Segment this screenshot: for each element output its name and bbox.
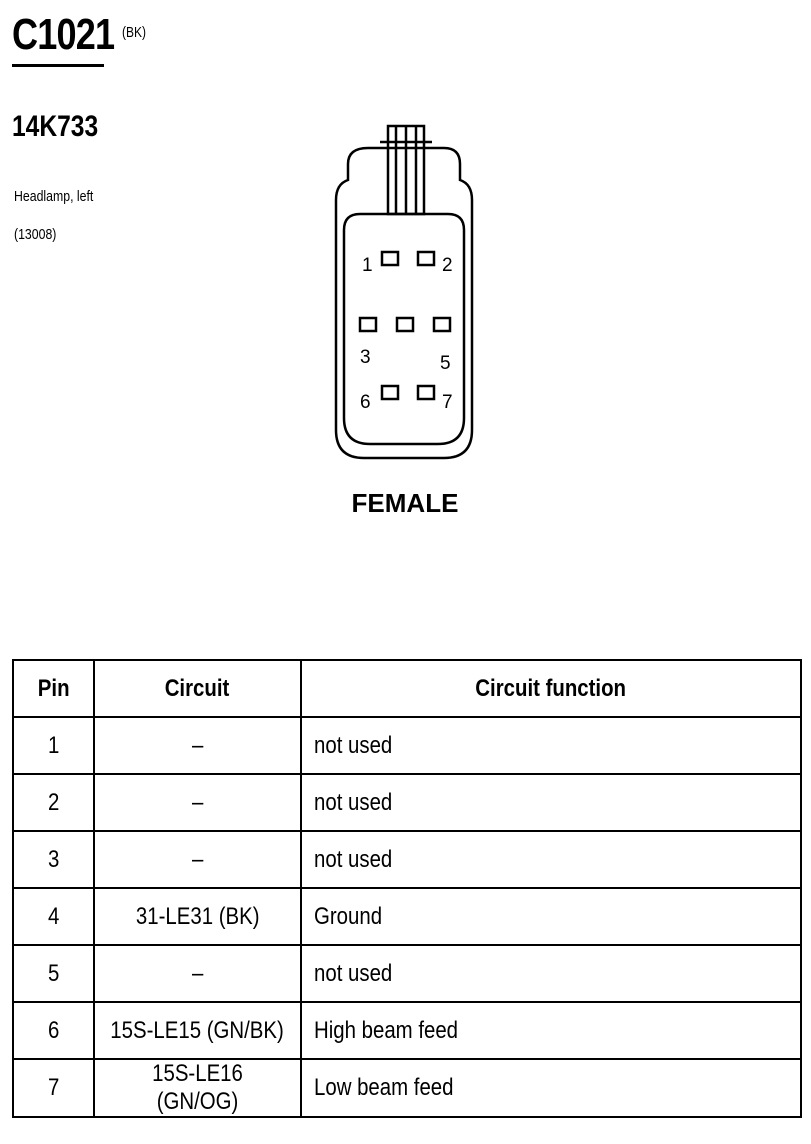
cell-function: not used [301, 717, 801, 774]
pin-number-label: 5 [440, 353, 451, 374]
table-row [13, 1002, 801, 1059]
cell-pin: 2 [13, 774, 94, 831]
column-header-pin: Pin [13, 660, 94, 717]
cell-pin: 3 [13, 831, 94, 888]
pin-cavity [434, 318, 450, 331]
component-name: Headlamp, left [14, 188, 94, 205]
pin-number-label: 3 [360, 347, 371, 368]
table-header-row [13, 660, 801, 717]
connector-id: C1021 [12, 10, 115, 59]
cell-circuit: 31-LE31 (BK) [94, 888, 301, 945]
cell-function: Ground [301, 888, 801, 945]
cell-circuit: 15S-LE15 (GN/BK) [94, 1002, 301, 1059]
table-row [13, 888, 801, 945]
pin-cavity [382, 386, 398, 399]
pin-cavity [397, 318, 413, 331]
pin-cavity [418, 386, 434, 399]
table-row [13, 945, 801, 1002]
column-header-function: Circuit function [301, 660, 801, 717]
cell-pin: 4 [13, 888, 94, 945]
cell-circuit: 15S-LE16 (GN/OG) [94, 1059, 301, 1117]
cell-pin: 6 [13, 1002, 94, 1059]
part-number: 14K733 [12, 110, 99, 143]
connector-face-diagram [320, 118, 490, 468]
cell-function: High beam feed [301, 1002, 801, 1059]
pin-number-label: 1 [362, 255, 373, 276]
connector-id-underline [12, 64, 104, 67]
pin-cavity [418, 252, 434, 265]
pin-table [12, 659, 802, 1118]
column-header-circuit: Circuit [94, 660, 301, 717]
cell-circuit: – [94, 945, 301, 1002]
table-row [13, 717, 801, 774]
cell-circuit: – [94, 774, 301, 831]
pin-cavity [382, 252, 398, 265]
cell-function: Low beam feed [301, 1059, 801, 1117]
pin-number-label: 2 [442, 255, 453, 276]
cell-function: not used [301, 831, 801, 888]
cell-circuit: – [94, 717, 301, 774]
cell-pin: 7 [13, 1059, 94, 1117]
cell-pin: 5 [13, 945, 94, 1002]
table-row [13, 831, 801, 888]
cell-circuit: – [94, 831, 301, 888]
cell-function: not used [301, 945, 801, 1002]
connector-gender-label: FEMALE [351, 488, 459, 518]
cell-pin: 1 [13, 717, 94, 774]
table-row [13, 774, 801, 831]
component-code: (13008) [14, 226, 57, 243]
pin-number-label: 7 [442, 392, 453, 413]
cell-function: not used [301, 774, 801, 831]
pin-cavity [360, 318, 376, 331]
connector-color: (BK) [122, 24, 146, 41]
table-row [13, 1059, 801, 1117]
pin-number-label: 6 [360, 392, 371, 413]
